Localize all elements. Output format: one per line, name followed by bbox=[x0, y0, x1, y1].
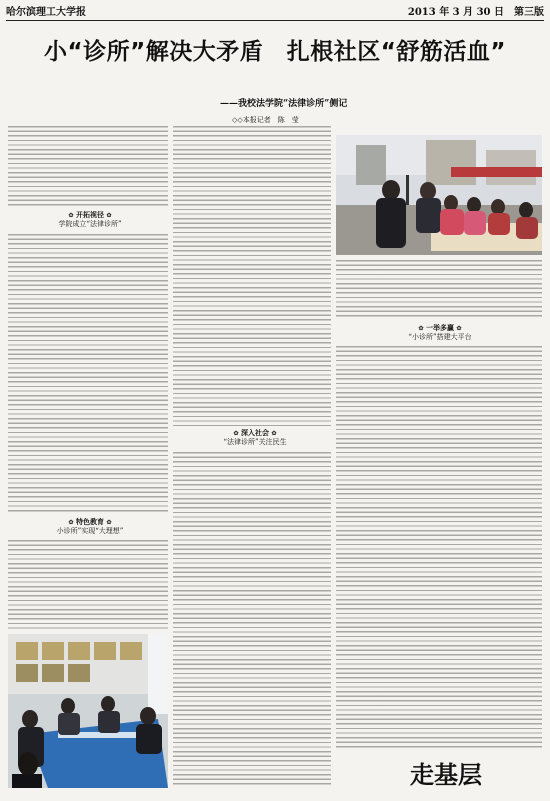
section-heading-3: ✿ 深入社会 ✿ “法律诊所”关注民生 bbox=[223, 428, 287, 446]
article-column-left-1 bbox=[8, 126, 168, 206]
article-column-left-3 bbox=[8, 540, 168, 630]
newspaper-name: 哈尔滨理工大学报 bbox=[6, 7, 86, 18]
byline: ◇◇本报记者 陈 莹 bbox=[232, 116, 299, 124]
issue-date: 2013 年 3 月 30 日 第三版 bbox=[407, 7, 544, 18]
article-column-right-2 bbox=[336, 346, 542, 748]
subheadline: ——我校法学院“法律诊所”侧记 bbox=[220, 99, 348, 109]
article-column-middle-1 bbox=[173, 126, 331, 426]
article-column-middle-2 bbox=[173, 452, 331, 787]
page-header bbox=[6, 6, 544, 21]
article-column-left-2 bbox=[8, 234, 168, 514]
section-heading-4: ✿ 一举多赢 ✿ “小诊所”搭建大平台 bbox=[408, 323, 472, 341]
article-column-right-1 bbox=[336, 260, 542, 320]
section-heading-2: ✿ 特色教育 ✿ 小诊所”实现“大理想” bbox=[56, 517, 124, 535]
headline: 小“诊所”解决大矛盾 扎根社区“舒筋活血” bbox=[44, 39, 506, 65]
meeting-room-photo bbox=[8, 634, 168, 788]
footer-column-logo: 走基层 bbox=[410, 761, 482, 789]
section-heading-1: ✿ 开拓视径 ✿ 学院成立“法律诊所” bbox=[58, 210, 122, 228]
street-consultation-photo bbox=[336, 135, 542, 255]
